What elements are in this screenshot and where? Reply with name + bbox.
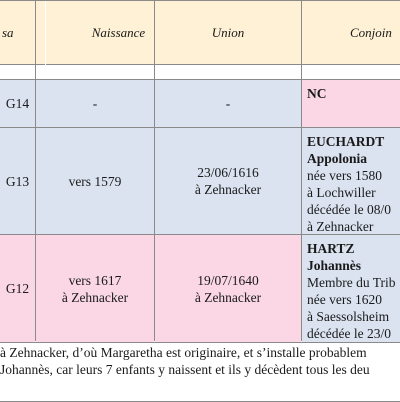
cell-naissance bbox=[36, 80, 154, 127]
sosa-value: G12 bbox=[5, 281, 30, 296]
cell-conjoint bbox=[302, 80, 400, 127]
spacer-row bbox=[0, 65, 400, 80]
cell-union bbox=[155, 80, 301, 127]
cell-union bbox=[155, 235, 301, 342]
footer-paragraph bbox=[0, 344, 400, 400]
sosa-value: G13 bbox=[5, 173, 30, 189]
cell-union bbox=[155, 128, 301, 234]
table-row-g14 bbox=[0, 80, 400, 128]
spouse-detail: décédée le 23/0 bbox=[307, 326, 391, 341]
naissance-date: vers 1617 bbox=[68, 272, 122, 288]
sosa-value: G14 bbox=[5, 96, 30, 111]
cell-sosa bbox=[0, 235, 35, 342]
naissance-place: à Zehnacker bbox=[61, 289, 129, 305]
spouse-detail: décédée le 08/0 bbox=[307, 202, 391, 217]
union-place: à Zehnacker bbox=[194, 289, 262, 305]
spouse-detail: Membre du Trib bbox=[307, 275, 396, 290]
spouse-given-name: Appolonia bbox=[307, 151, 368, 166]
spouse-name: HARTZ bbox=[307, 241, 355, 256]
cell-conjoint bbox=[302, 128, 400, 234]
header-union-label: Union bbox=[211, 24, 245, 40]
cell-sosa bbox=[0, 80, 35, 127]
header-sosa-label: sa bbox=[2, 24, 14, 40]
spouse-name: EUCHARDT bbox=[307, 134, 385, 149]
cell-sosa bbox=[0, 128, 35, 234]
spouse-name: NC bbox=[307, 86, 327, 101]
column-divider bbox=[35, 1, 36, 341]
spouse-detail: à Lochwiller bbox=[307, 185, 376, 200]
header-conjoint-label: Conjoin bbox=[350, 24, 392, 40]
union-value: - bbox=[225, 96, 231, 111]
spouse-detail: à Saessolsheim bbox=[307, 309, 390, 324]
footer-line: à Zehnacker, d’où Margaretha est originaire, et s’installe probablem bbox=[0, 345, 367, 360]
header-sosa bbox=[0, 1, 45, 65]
naissance-value: - bbox=[92, 96, 98, 111]
spouse-detail: née vers 1620 bbox=[307, 292, 382, 307]
spouse-detail: à Zehnacker bbox=[307, 219, 374, 234]
naissance-value: vers 1579 bbox=[68, 173, 122, 189]
table-row-g13 bbox=[0, 128, 400, 235]
union-place: à Zehnacker bbox=[194, 182, 262, 197]
union-date: 23/06/1616 bbox=[197, 165, 259, 180]
table-row-g12 bbox=[0, 235, 400, 343]
spouse-detail: née vers 1580 bbox=[307, 168, 382, 183]
column-divider bbox=[154, 1, 155, 341]
header-naissance-label: Naissance bbox=[91, 24, 146, 40]
cell-naissance bbox=[36, 128, 154, 234]
cell-naissance bbox=[36, 235, 154, 342]
union-date: 19/07/1640 bbox=[197, 272, 259, 288]
cell-conjoint bbox=[302, 235, 400, 342]
header-union bbox=[154, 1, 302, 65]
footer-line: Johannès, car leurs 7 enfants y naissent et ils y décèdent tous les deu bbox=[0, 362, 370, 377]
spouse-given-name: Johannès bbox=[307, 258, 362, 273]
header-conjoint bbox=[302, 1, 400, 65]
column-divider bbox=[301, 1, 302, 341]
